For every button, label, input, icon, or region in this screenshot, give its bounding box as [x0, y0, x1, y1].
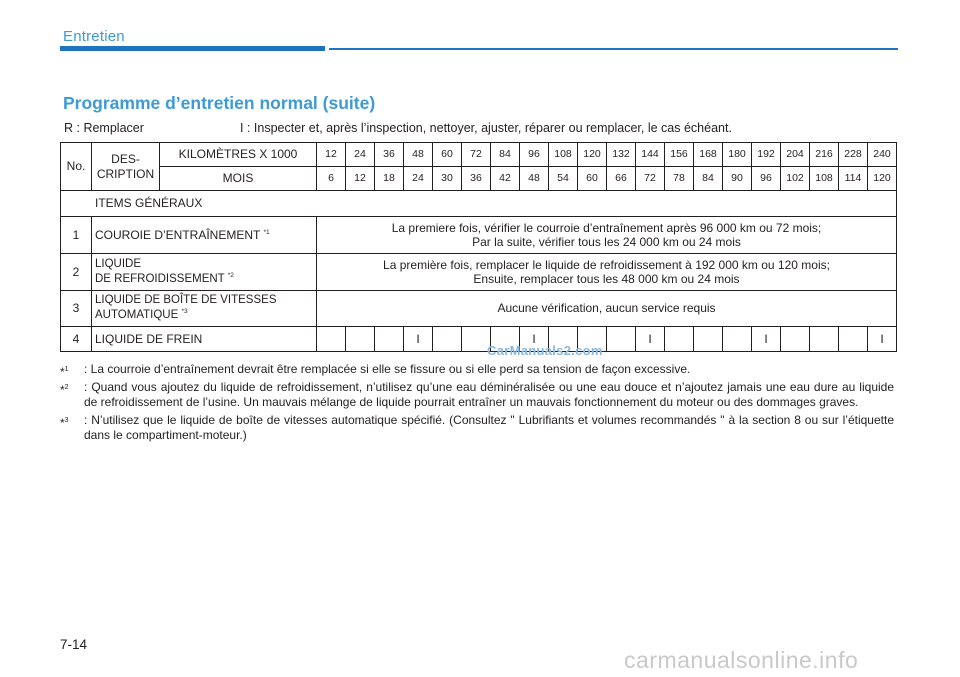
header-rule-dark: [60, 46, 325, 51]
row-description-text: DE REFROIDISSEMENT: [95, 272, 225, 285]
footnote-ref: *3: [181, 308, 188, 316]
month-cell: 60: [578, 167, 607, 191]
schedule-cell: [375, 327, 404, 352]
km-cell: 60: [433, 143, 462, 167]
km-cell: 24: [346, 143, 375, 167]
footnote-number: 2: [64, 384, 69, 391]
schedule-cell: I: [752, 327, 781, 352]
schedule-cell: I: [868, 327, 897, 352]
watermark: CarManuals2.com: [487, 343, 603, 358]
row-interval-text: Aucune vérification, aucun service requis: [317, 291, 897, 327]
footnotes: [60, 362, 894, 446]
row-description: [92, 217, 317, 254]
schedule-cell: [665, 327, 694, 352]
row-number: 1: [61, 217, 92, 254]
page-title: Programme d’entretien normal (suite): [63, 93, 376, 113]
month-cell: 102: [781, 167, 810, 191]
month-cell: 84: [694, 167, 723, 191]
interval-line: La premiere fois, vérifier le courroie d’entraînement après 96 000 km ou 72 mois;: [391, 220, 822, 235]
schedule-cell: [607, 327, 636, 352]
months-header-row: [61, 167, 897, 191]
row-number: 4: [61, 327, 92, 352]
row-number: 2: [61, 254, 92, 291]
km-label: KILOMÈTRES X 1000: [160, 143, 317, 167]
maintenance-table: [60, 142, 897, 352]
section-header: Entretien: [63, 28, 125, 45]
footnote-star: *: [60, 365, 65, 379]
footnote-marker: [60, 413, 69, 431]
schedule-cell: [317, 327, 346, 352]
km-cell: 168: [694, 143, 723, 167]
legend-inspect: I : Inspecter et, après l’inspection, nettoyer, ajuster, réparer ou remplacer, le cas échéant.: [240, 121, 732, 135]
row-description: [92, 291, 317, 327]
month-cell: 120: [868, 167, 897, 191]
month-cell: 96: [752, 167, 781, 191]
footnote-star: *: [60, 383, 65, 397]
month-cell: 42: [491, 167, 520, 191]
col-desc-line1: DES-: [111, 152, 140, 167]
month-cell: 114: [839, 167, 868, 191]
months-label: MOIS: [160, 167, 317, 191]
month-cell: 6: [317, 167, 346, 191]
table-row: [61, 327, 897, 352]
km-cell: 204: [781, 143, 810, 167]
km-cell: 12: [317, 143, 346, 167]
month-cell: 66: [607, 167, 636, 191]
km-cell: 84: [491, 143, 520, 167]
footnote-ref: *2: [227, 271, 234, 279]
month-cell: 12: [346, 167, 375, 191]
row-description-text: COUROIE D’ENTRAÎNEMENT: [95, 227, 261, 242]
footnote-text: : Quand vous ajoutez du liquide de refroidissement, n’utilisez qu’une eau déminéralisée ou une eau douce et n’ajoutez jamais une eau dure au liquide de refroidissement de l’usine. Un mauvais mélange de liquide pourrait entraîner un mauvais fonctionnement du moteur ou des dommages graves.: [84, 380, 894, 409]
row-description-text: LIQUIDE: [95, 257, 142, 270]
km-header-row: [61, 143, 897, 167]
col-desc-line2: CRIPTION: [96, 166, 155, 181]
km-cell: 240: [868, 143, 897, 167]
km-cell: 132: [607, 143, 636, 167]
table-row: [61, 291, 897, 327]
footnote-text: : La courroie d’entraînement devrait être remplacée si elle se fissure ou si elle perd sa tension de façon excessive.: [84, 362, 691, 376]
row-description-text: LIQUIDE DE BOÎTE DE VITESSES: [95, 294, 277, 307]
row-description: LIQUIDE DE FREIN: [92, 327, 317, 352]
footnote-star: *: [60, 416, 65, 430]
km-cell: 144: [636, 143, 665, 167]
footnote: [60, 362, 894, 377]
footnote-marker: [60, 362, 69, 380]
header-rule-light: [329, 48, 898, 50]
row-interval-text: [317, 217, 897, 254]
month-cell: 108: [810, 167, 839, 191]
footnote-marker: [60, 380, 69, 398]
month-cell: 24: [404, 167, 433, 191]
schedule-cell: [694, 327, 723, 352]
footnote-number: 1: [64, 366, 69, 373]
month-cell: 78: [665, 167, 694, 191]
page-number: 7-14: [60, 637, 88, 652]
row-description-text: AUTOMATIQUE: [95, 308, 179, 321]
col-desc-header: [92, 143, 160, 191]
km-cell: 192: [752, 143, 781, 167]
km-cell: 72: [462, 143, 491, 167]
km-cell: 216: [810, 143, 839, 167]
table-row: [61, 217, 897, 254]
interval-line: Ensuite, remplacer tous les 48 000 km ou 24 mois: [473, 272, 740, 286]
table-row: [61, 254, 897, 291]
month-cell: 30: [433, 167, 462, 191]
km-cell: 180: [723, 143, 752, 167]
schedule-cell: [781, 327, 810, 352]
km-cell: 120: [578, 143, 607, 167]
schedule-cell: [433, 327, 462, 352]
row-number: 3: [61, 291, 92, 327]
interval-line: Par la suite, vérifier tous les 24 000 km ou 24 mois: [472, 235, 741, 249]
schedule-cell: I: [636, 327, 665, 352]
month-cell: 90: [723, 167, 752, 191]
group-label: ITEMS GÉNÉRAUX: [61, 191, 897, 217]
footnote-number: 3: [64, 417, 69, 424]
month-cell: 48: [520, 167, 549, 191]
month-cell: 72: [636, 167, 665, 191]
group-row: [61, 191, 897, 217]
km-cell: 48: [404, 143, 433, 167]
footnote: [60, 413, 894, 443]
schedule-cell: I: [404, 327, 433, 352]
schedule-cell: [346, 327, 375, 352]
km-cell: 108: [549, 143, 578, 167]
row-interval-text: [317, 254, 897, 291]
interval-line: La première fois, remplacer le liquide de refroidissement à 192 000 km ou 120 mois;: [383, 257, 830, 272]
km-cell: 228: [839, 143, 868, 167]
km-cell: 156: [665, 143, 694, 167]
km-cell: 96: [520, 143, 549, 167]
footnote-text: : N’utilisez que le liquide de boîte de vitesses automatique spécifié. (Consultez " Lubrifiants et volumes recommandés " à la section 8 ou sur l’étiquette dans le compartiment-moteur.): [84, 413, 894, 442]
legend-replace: R : Remplacer: [64, 121, 144, 135]
schedule-cell: I: [520, 327, 549, 352]
col-no-header: No.: [61, 143, 92, 191]
footer-site: carmanualsonline.info: [624, 647, 859, 673]
month-cell: 36: [462, 167, 491, 191]
row-description: [92, 254, 317, 291]
km-cell: 36: [375, 143, 404, 167]
schedule-cell: [810, 327, 839, 352]
footnote: [60, 380, 894, 410]
schedule-cell: [723, 327, 752, 352]
month-cell: 18: [375, 167, 404, 191]
footnote-ref: *1: [263, 228, 270, 236]
schedule-cell: [839, 327, 868, 352]
month-cell: 54: [549, 167, 578, 191]
